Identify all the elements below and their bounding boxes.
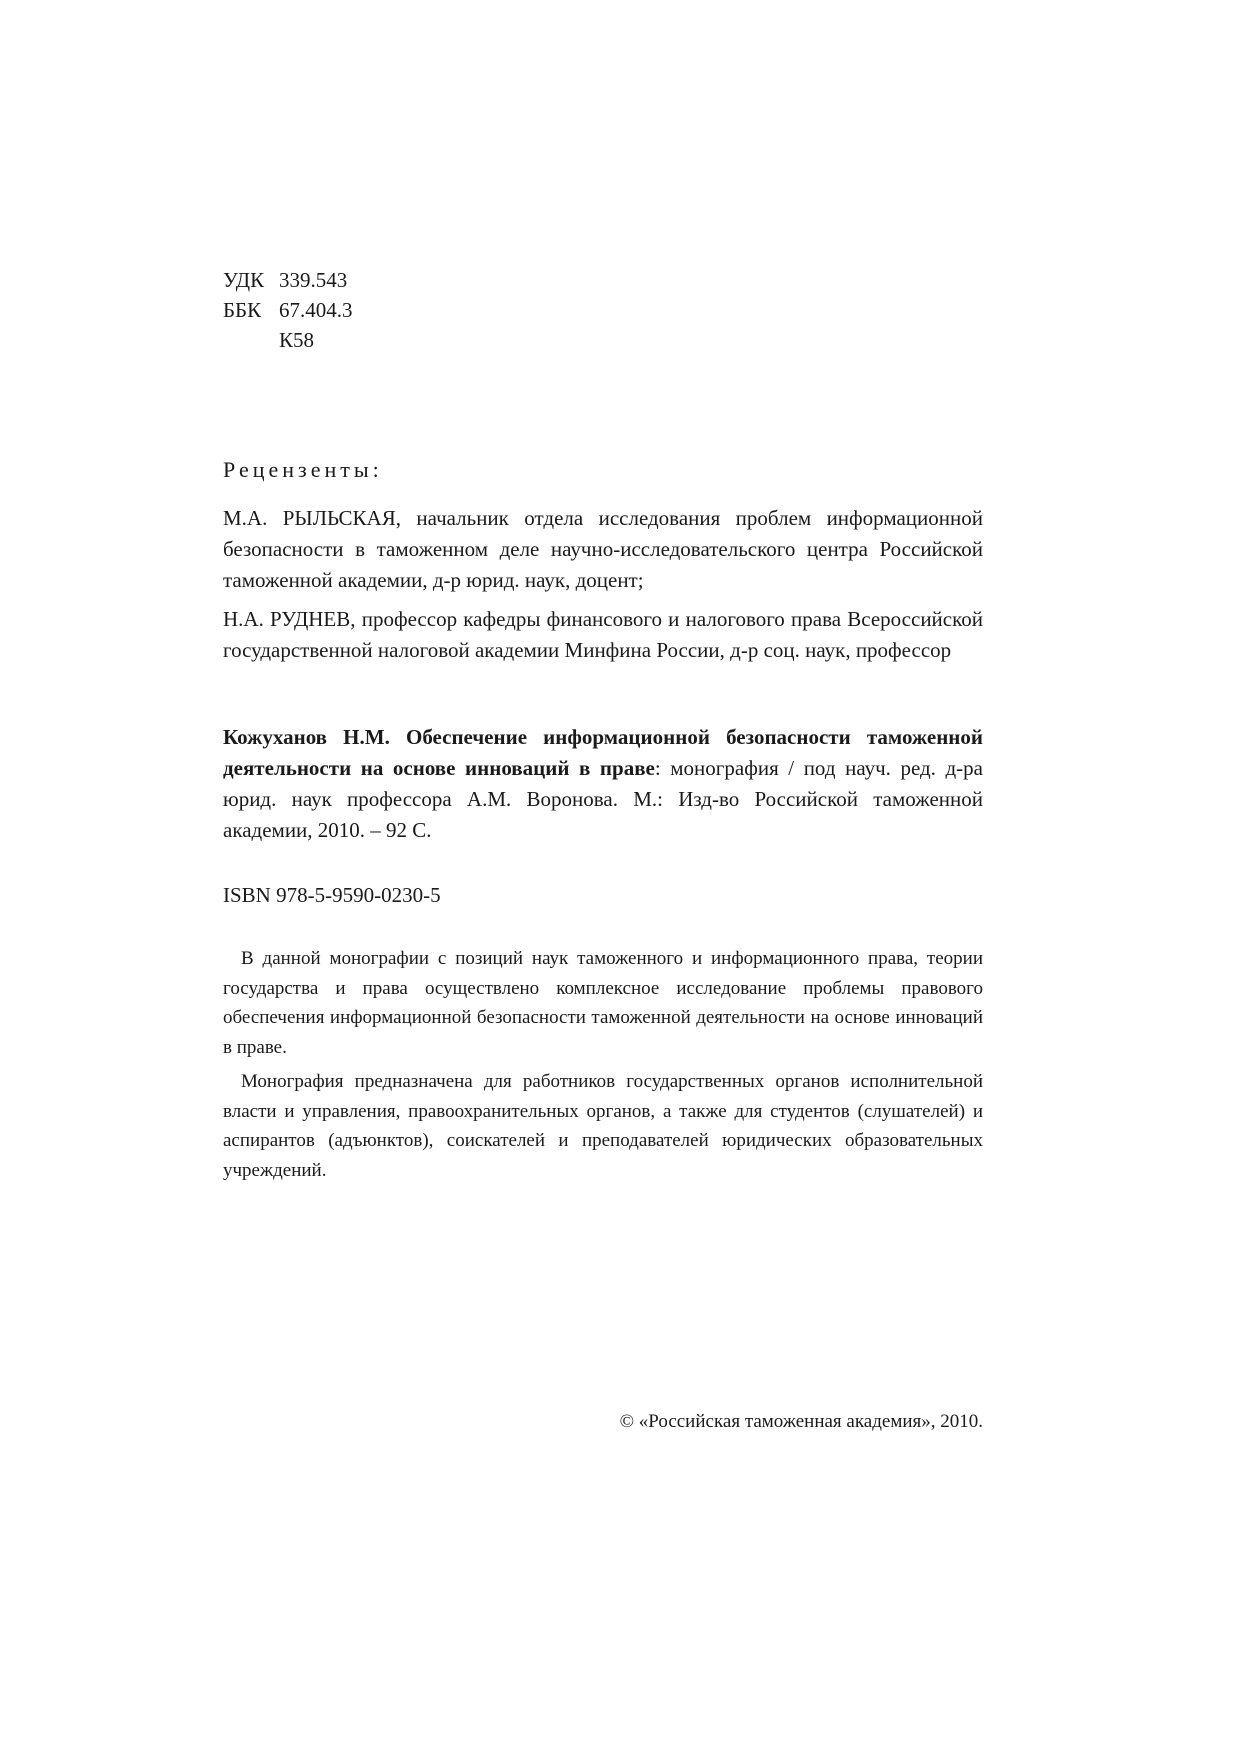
citation-block	[223, 722, 983, 846]
abstract-block	[223, 944, 983, 1185]
udk-line	[223, 265, 983, 295]
reviewers-list	[223, 503, 983, 666]
bbk-label: ББК	[223, 298, 262, 322]
bbk-line	[223, 295, 983, 325]
bbk-value: 67.404.3	[279, 298, 353, 322]
author-code: К58	[279, 328, 315, 352]
citation-title: Кожуханов Н.М. Обеспечение информационной безопасности таможенной деятельности на основе инноваций в праве	[223, 725, 983, 780]
copyright-notice: © «Российская таможенная академия», 2010.	[619, 1411, 983, 1432]
reviewer-item: М.А. РЫЛЬСКАЯ, начальник отдела исследования проблем информационной безопасности в таможенном деле научно-исследовательского центра Российской таможенной академии, д-р юрид. наук, доцент;	[223, 506, 983, 592]
reviewers-heading: Рецензенты:	[223, 457, 383, 482]
reviewers-block	[223, 455, 983, 666]
udk-label: УДК	[223, 268, 265, 292]
citation-text	[223, 722, 983, 846]
abstract-paragraph: Монография предназначена для работников государственных органов исполнительной власти и управления, правоохранительных органов, а также для студентов (слушателей) и аспирантов (адъюнктов), соискателей и преподавателей юридических образовательных учреждений.	[223, 1071, 983, 1181]
citation-details: : монография / под науч. ред. д-ра юрид. наук профессора А.М. Воронова. М.: Изд-во Российской таможенной академии, 2010. – 92 С.	[223, 756, 983, 842]
classification-block	[223, 265, 983, 355]
udk-value: 339.543	[279, 268, 348, 292]
reviewer-item: Н.А. РУДНЕВ, профессор кафедры финансового и налогового права Всероссийской государственной налоговой академии Минфина России, д-р соц. наук, профессор	[223, 607, 983, 662]
abstract-paragraph: В данной монографии с позиций наук таможенного и информационного права, теории государства и права осуществлено комплексное исследование проблемы правового обеспечения информационной безопасности таможенной деятельности на основе инноваций в праве.	[223, 948, 983, 1058]
isbn: ISBN 978-5-9590-0230-5	[223, 883, 441, 907]
